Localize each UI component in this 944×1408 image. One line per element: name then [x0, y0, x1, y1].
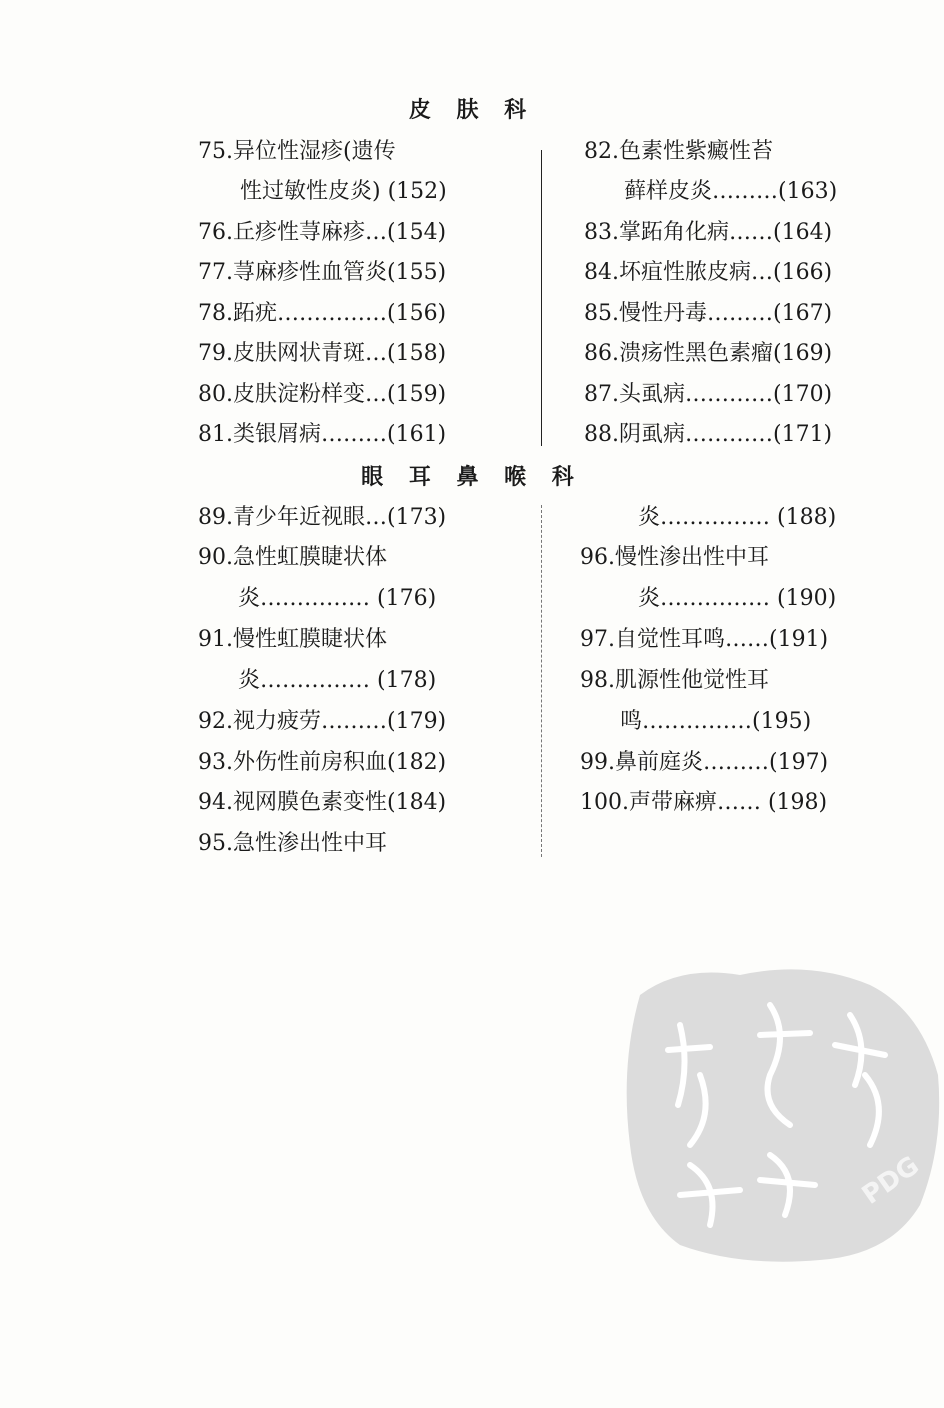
- toc-entry: 91.慢性虹膜睫状体: [198, 627, 387, 652]
- watermark-text: PDG: [856, 1150, 925, 1211]
- toc-entry: 94.视网膜色素变性(184): [198, 790, 447, 815]
- toc-entry: 99.鼻前庭炎………(197): [580, 750, 829, 775]
- toc-entry: 81.类银屑病………(161): [198, 422, 447, 447]
- toc-entry: 93.外伤性前房积血(182): [198, 750, 447, 775]
- toc-entry: 炎…………… (188): [638, 505, 837, 530]
- toc-entry: 炎…………… (176): [238, 586, 437, 611]
- toc-entry: 炎…………… (178): [238, 668, 437, 693]
- toc-entry: 79.皮肤网状青斑…(158): [198, 341, 447, 366]
- section-heading-dermatology: 皮 肤 科: [408, 98, 536, 123]
- toc-entry: 性过敏性皮炎) (152): [240, 179, 447, 204]
- column-divider: [541, 505, 542, 857]
- column-divider: [541, 150, 542, 446]
- toc-entry: 97.自觉性耳鸣……(191): [580, 627, 829, 652]
- toc-entry: 92.视力疲劳………(179): [198, 709, 447, 734]
- toc-entry: 83.掌跖角化病……(164): [584, 220, 833, 245]
- toc-entry: 98.肌源性他觉性耳: [580, 668, 769, 693]
- toc-entry: 88.阴虱病…………(171): [584, 422, 833, 447]
- section-heading-eent: 眼 耳 鼻 喉 科: [361, 465, 583, 490]
- toc-entry: 87.头虱病…………(170): [584, 382, 833, 407]
- toc-entry: 鸣……………(195): [620, 709, 812, 734]
- toc-entry: 85.慢性丹毒………(167): [584, 301, 833, 326]
- toc-entry: 89.青少年近视眼…(173): [198, 505, 447, 530]
- toc-entry: 炎…………… (190): [638, 586, 837, 611]
- toc-entry: 藓样皮炎………(163): [624, 179, 838, 204]
- toc-entry: 90.急性虹膜睫状体: [198, 545, 387, 570]
- toc-entry: 78.跖疣……………(156): [198, 301, 447, 326]
- toc-entry: 82.色素性紫癜性苔: [584, 139, 773, 164]
- toc-entry: 80.皮肤淀粉样变…(159): [198, 382, 447, 407]
- toc-entry: 100.声带麻痹…… (198): [580, 790, 828, 815]
- toc-entry: 95.急性渗出性中耳: [198, 831, 387, 856]
- watermark-seal-icon: [620, 955, 944, 1267]
- toc-entry: 75.异位性湿疹(遗传: [198, 139, 396, 164]
- toc-entry: 84.坏疽性脓皮病…(166): [584, 260, 833, 285]
- toc-entry: 76.丘疹性荨麻疹…(154): [198, 220, 447, 245]
- toc-entry: 77.荨麻疹性血管炎(155): [198, 260, 447, 285]
- toc-entry: 86.溃疡性黑色素瘤(169): [584, 341, 833, 366]
- toc-entry: 96.慢性渗出性中耳: [580, 545, 769, 570]
